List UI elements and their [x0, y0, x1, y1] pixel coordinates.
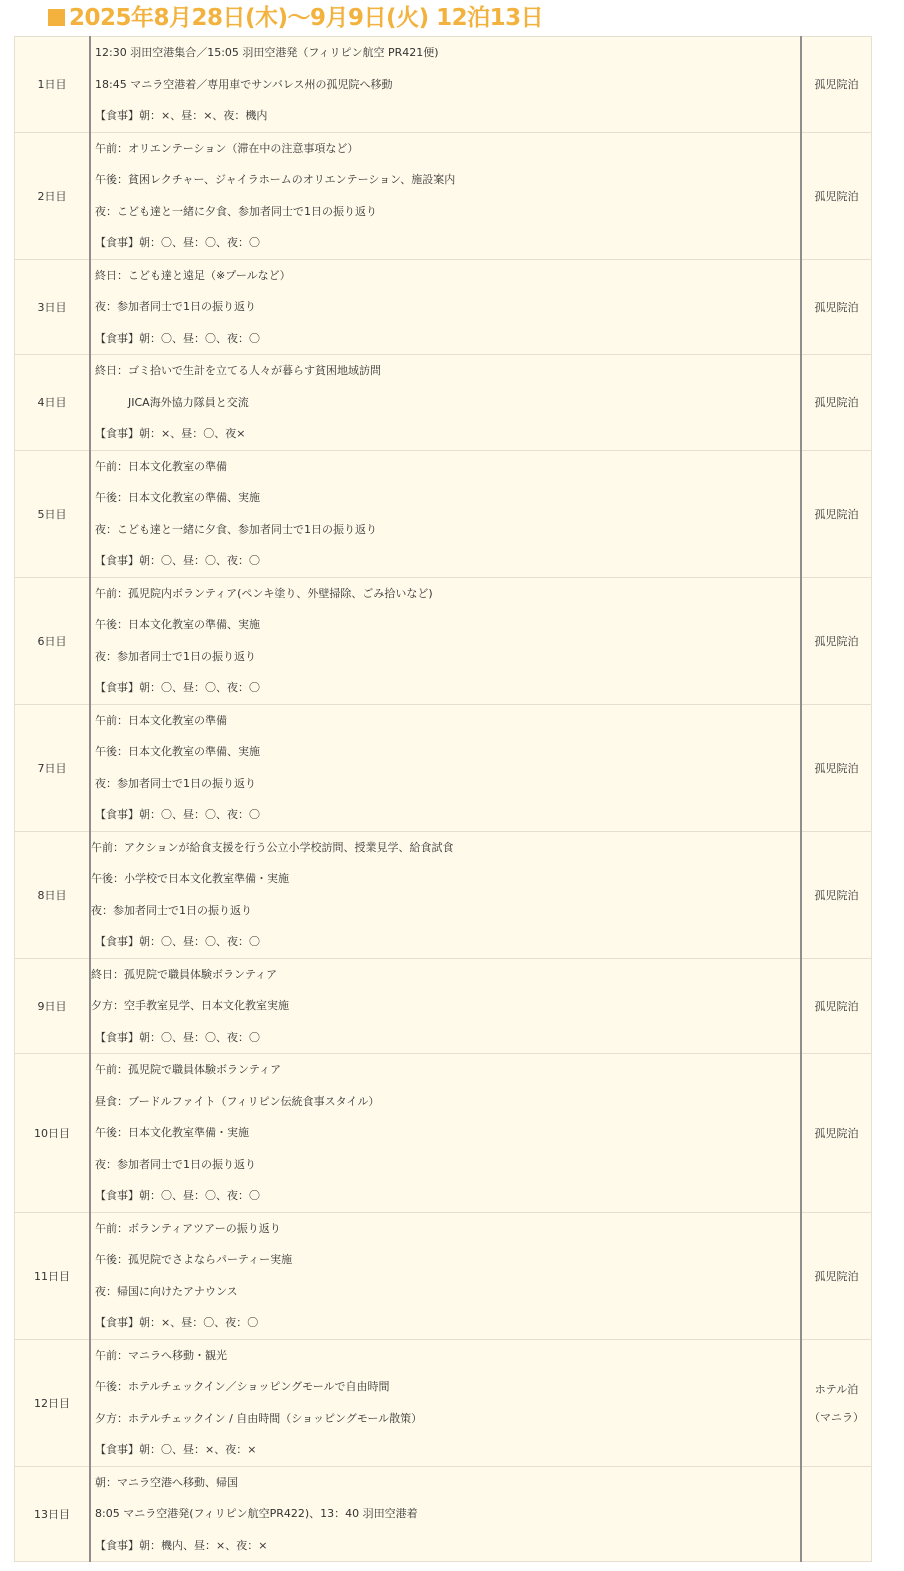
- accommodation: [801, 132, 872, 259]
- meal-info: 【食事】朝：〇、昼：〇、夜：〇: [95, 554, 260, 567]
- day-schedule: [90, 1466, 801, 1562]
- day-label: 5日目: [15, 450, 91, 577]
- day-schedule: [90, 704, 801, 831]
- day-label: 1日目: [15, 37, 91, 133]
- meal-info: 【食事】朝：〇、昼：〇、夜：〇: [95, 236, 260, 249]
- schedule-line: 午前：アクションが給食支援を行う公立小学校訪問、授業見学、給食試食: [91, 840, 454, 854]
- schedule-line: JICA海外協力隊員と交流: [128, 395, 249, 409]
- accommodation-text: （マニラ）: [809, 1410, 864, 1424]
- schedule-line: 終日：孤児院で職員体験ボランティア: [91, 967, 278, 981]
- day-label: 3日目: [15, 259, 91, 355]
- meal-info: 【食事】朝：〇、昼：〇、夜：〇: [95, 935, 260, 948]
- schedule-line: 午後：孤児院でさよならパーティー実施: [95, 1253, 293, 1266]
- day-label: 11日目: [15, 1212, 91, 1339]
- day-label: 2日目: [15, 132, 91, 259]
- accommodation-text: 孤児院泊: [814, 78, 859, 92]
- meal-info: 【食事】朝：〇、昼：〇、夜：〇: [95, 681, 260, 694]
- accommodation: [801, 1339, 872, 1466]
- day-schedule: [90, 450, 801, 577]
- day-label: 6日目: [15, 577, 91, 704]
- schedule-line: 8:05 マニラ空港発(フィリピン航空PR422)、13：40 羽田空港着: [95, 1507, 418, 1520]
- day-row: [15, 259, 872, 355]
- accommodation: [801, 259, 872, 355]
- accommodation-text: 孤児院泊: [814, 396, 859, 410]
- schedule-line: 夜：参加者同士で1日の振り返り: [95, 776, 256, 790]
- accommodation-text: 孤児院泊: [814, 999, 859, 1013]
- schedule-line: 夕方：空手教室見学、日本文化教室実施: [91, 999, 289, 1012]
- schedule-line: 午前：日本文化教室の準備: [95, 459, 227, 473]
- day-schedule: [90, 1054, 801, 1213]
- day-label: 13日目: [15, 1466, 91, 1562]
- day-row: [15, 37, 872, 133]
- day-label: 7日目: [15, 704, 91, 831]
- accommodation: [801, 450, 872, 577]
- day-label: 10日目: [15, 1054, 91, 1213]
- day-schedule: [90, 132, 801, 259]
- day-row: [15, 831, 872, 958]
- day-row: [15, 577, 872, 704]
- accommodation-text: 孤児院泊: [814, 189, 859, 203]
- schedule-line: 終日：ゴミ拾いで生計を立てる人々が暮らす貧困地域訪問: [95, 364, 381, 377]
- day-row: [15, 1212, 872, 1339]
- schedule-line: 昼食：ブードルファイト（フィリピン伝統食事スタイル）: [95, 1094, 380, 1108]
- day-label: 4日目: [15, 355, 91, 451]
- schedule-line: 午後：日本文化教室の準備、実施: [95, 618, 260, 631]
- accommodation: [801, 1054, 872, 1213]
- accommodation: [801, 831, 872, 958]
- accommodation-text: ホテル泊: [814, 1382, 859, 1396]
- schedule-line: 夜：参加者同士で1日の振り返り: [95, 300, 256, 313]
- day-schedule: [90, 958, 801, 1054]
- accommodation-text: 孤児院泊: [814, 761, 859, 775]
- meal-info: 【食事】朝：機内、昼：×、夜：×: [95, 1538, 268, 1552]
- day-schedule: [90, 1212, 801, 1339]
- day-row: [15, 1054, 872, 1213]
- meal-info: 【食事】朝：×、昼：×、夜：機内: [95, 109, 268, 122]
- schedule-line: 午後：日本文化教室の準備、実施: [95, 491, 260, 504]
- meal-info: 【食事】朝：×、昼：〇、夜×: [95, 427, 246, 440]
- accommodation: [801, 958, 872, 1054]
- meal-info: 【食事】朝：〇、昼：〇、夜：〇: [95, 331, 260, 345]
- day-row: [15, 355, 872, 451]
- schedule-line: 午前：オリエンテーション（滞在中の注意事項など）: [95, 141, 359, 155]
- schedule-line: 午前：孤児院で職員体験ボランティア: [95, 1063, 282, 1076]
- day-schedule: [90, 831, 801, 958]
- schedule-line: 午後：小学校で日本文化教室準備・実施: [91, 872, 289, 885]
- day-schedule: [90, 577, 801, 704]
- day-schedule: [90, 355, 801, 451]
- accommodation-text: 孤児院泊: [814, 507, 859, 521]
- day-schedule: [90, 259, 801, 355]
- day-row: [15, 1339, 872, 1466]
- accommodation-text: 孤児院泊: [814, 1126, 859, 1140]
- meal-info: 【食事】朝：〇、昼：〇、夜：〇: [95, 1189, 260, 1202]
- schedule-line: 夜：参加者同士で1日の振り返り: [95, 649, 256, 663]
- schedule-line: 12:30 羽田空港集合／15:05 羽田空港発（フィリピン航空 PR421便): [95, 46, 439, 59]
- day-row: [15, 958, 872, 1054]
- schedule-line: 午前：ボランティアツアーの振り返り: [95, 1221, 281, 1235]
- accommodation: [801, 37, 872, 133]
- schedule-line: 午後：日本文化教室準備・実施: [95, 1126, 249, 1139]
- day-label: 8日目: [15, 831, 91, 958]
- schedule-line: 夜：帰国に向けたアナウンス: [95, 1284, 238, 1298]
- schedule-line: 夜：こども達と一緒に夕食、参加者同士で1日の振り返り: [95, 522, 377, 536]
- accommodation: [801, 355, 872, 451]
- accommodation: [801, 577, 872, 704]
- schedule-line: 夜：こども達と一緒に夕食、参加者同士で1日の振り返り: [95, 204, 377, 218]
- title-square-icon: [48, 9, 65, 26]
- schedule-line: 午前：マニラへ移動・観光: [95, 1348, 227, 1362]
- page-title: [48, 2, 543, 34]
- day-row: [15, 704, 872, 831]
- schedule-line: 朝：マニラ空港へ移動、帰国: [95, 1475, 238, 1489]
- schedule-line: 夜：参加者同士で1日の振り返り: [95, 1157, 256, 1171]
- schedule-line: 午後：貧困レクチャー、ジャイラホームのオリエンテーション、施設案内: [95, 173, 456, 186]
- accommodation: [801, 1212, 872, 1339]
- title-text: 2025年8月28日(木)〜9月9日(火) 12泊13日: [69, 5, 544, 31]
- day-label: 12日目: [15, 1339, 91, 1466]
- schedule-line: 18:45 マニラ空港着／専用車でサンバレス州の孤児院へ移動: [95, 77, 393, 91]
- accommodation: [801, 704, 872, 831]
- day-schedule: [90, 37, 801, 133]
- meal-info: 【食事】朝：〇、昼：〇、夜：〇: [95, 808, 260, 821]
- schedule-line: 夜：参加者同士で1日の振り返り: [91, 903, 252, 917]
- day-row: [15, 132, 872, 259]
- meal-info: 【食事】朝：〇、昼：〇、夜：〇: [95, 1030, 260, 1044]
- accommodation-text: 孤児院泊: [814, 634, 859, 648]
- accommodation-text: 孤児院泊: [814, 1269, 859, 1283]
- day-label: 9日目: [15, 958, 91, 1054]
- schedule-line: 午後：日本文化教室の準備、実施: [95, 745, 260, 758]
- day-row: [15, 450, 872, 577]
- day-row: [15, 1466, 872, 1562]
- schedule-line: 午後：ホテルチェックイン／ショッピングモールで自由時間: [95, 1380, 390, 1393]
- meal-info: 【食事】朝：〇、昼：×、夜：×: [95, 1443, 257, 1456]
- schedule-line: 午前：日本文化教室の準備: [95, 713, 227, 727]
- accommodation: [801, 1466, 872, 1562]
- schedule-line: 夕方：ホテルチェックイン / 自由時間（ショッピングモール散策）: [95, 1411, 423, 1425]
- schedule-line: 終日：こども達と遠足（※プールなど）: [95, 268, 291, 282]
- meal-info: 【食事】朝：×、昼：〇、夜：〇: [95, 1316, 259, 1329]
- day-schedule: [90, 1339, 801, 1466]
- itinerary-table: [14, 36, 872, 1562]
- schedule-line: 午前：孤児院内ボランティア(ペンキ塗り、外壁掃除、ごみ拾いなど): [95, 586, 433, 600]
- accommodation-text: 孤児院泊: [814, 888, 859, 902]
- accommodation-text: 孤児院泊: [814, 300, 859, 314]
